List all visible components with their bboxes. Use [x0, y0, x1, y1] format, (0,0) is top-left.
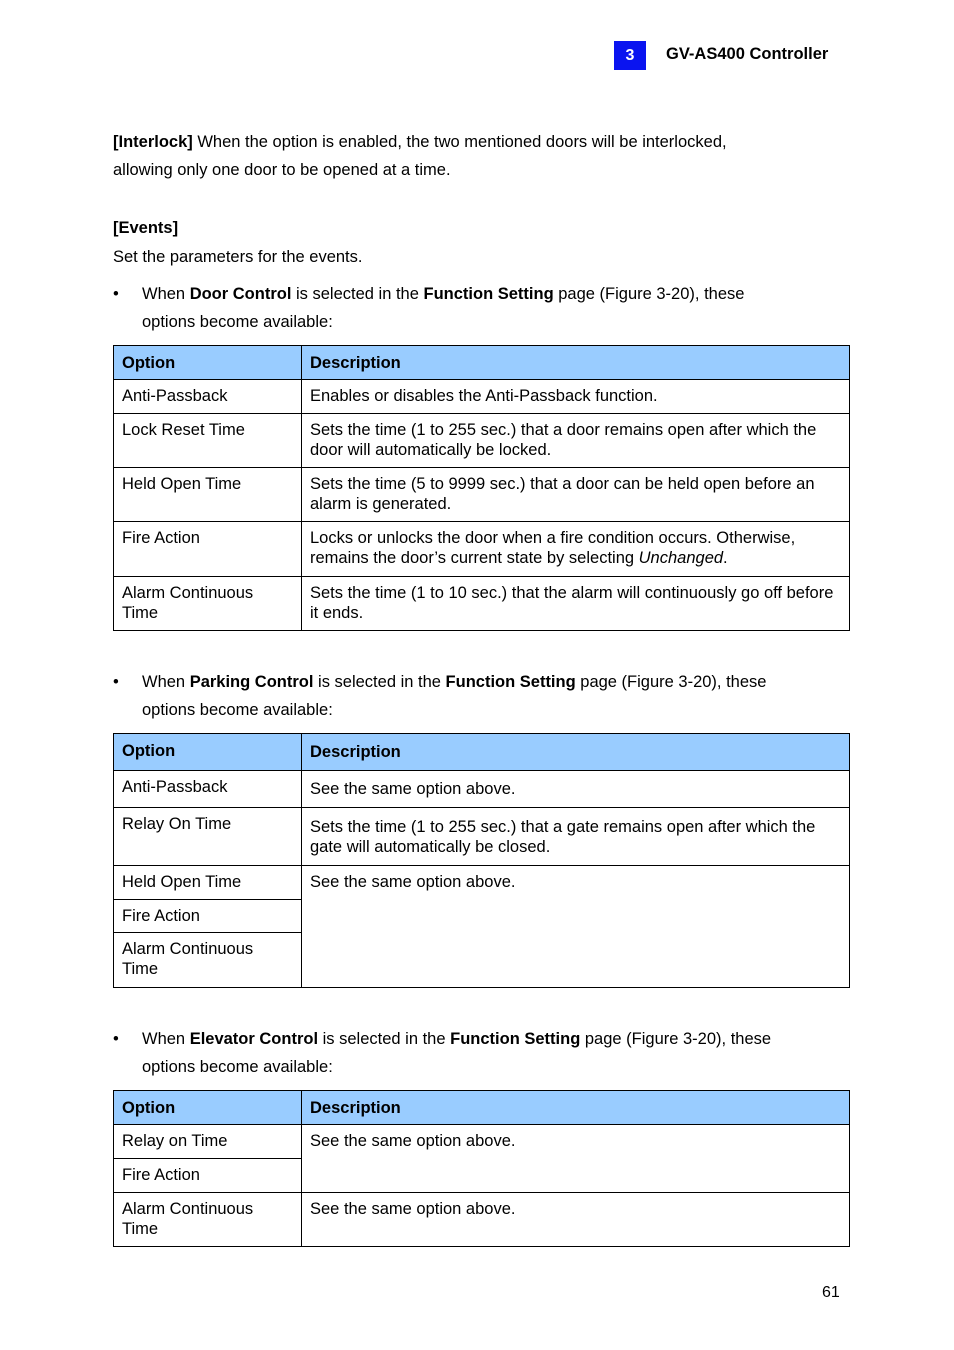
option-cell: Lock Reset Time	[114, 414, 302, 468]
option-cell: Fire Action	[114, 522, 302, 577]
option-cell: Anti-Passback	[114, 380, 302, 414]
table-row	[114, 771, 850, 808]
option-cell: Relay on Time	[114, 1125, 302, 1159]
bullet-icon: •	[113, 673, 119, 691]
description-text: .	[723, 549, 728, 567]
parking-control-bullet-text	[142, 668, 842, 724]
description-text: Locks or unlocks the door when a fire condition occurs. Otherwise, remains the door’s current state by selecting	[310, 529, 796, 567]
elevator-control-table	[113, 1090, 850, 1247]
bullet-text-line2: options become available:	[142, 313, 333, 331]
bullet-text-part: page (Figure 3-20), these	[580, 1030, 772, 1048]
option-header: Option	[114, 734, 302, 771]
table-row	[114, 380, 850, 414]
bullet-text-part: is selected in the	[318, 1030, 451, 1048]
bullet-icon: •	[113, 1030, 119, 1048]
bullet-text-part: page (Figure 3-20), these	[553, 285, 745, 303]
option-cell: Fire Action	[114, 900, 302, 933]
bullet-icon: •	[113, 285, 119, 303]
bullet-text-part: When	[142, 285, 190, 303]
door-control-bullet-text	[142, 280, 842, 336]
events-intro: Set the parameters for the events.	[113, 248, 363, 266]
option-header: Option	[114, 1091, 302, 1125]
table-row	[114, 468, 850, 522]
parking-control-table	[113, 733, 850, 988]
parking-control-term: Parking Control	[189, 673, 314, 691]
description-header: Description	[302, 346, 850, 380]
function-setting-term: Function Setting	[445, 673, 576, 691]
description-cell: See the same option above.	[302, 771, 850, 808]
option-cell: Relay On Time	[114, 808, 302, 866]
option-cell: Alarm Continuous Time	[114, 1193, 302, 1247]
description-cell: Enables or disables the Anti-Passback function.	[302, 380, 850, 414]
interlock-text-line1: When the option is enabled, the two mentioned doors will be interlocked,	[192, 133, 727, 151]
description-cell: Sets the time (1 to 10 sec.) that the alarm will continuously go off before it ends.	[302, 577, 850, 631]
elevator-control-term: Elevator Control	[189, 1030, 319, 1048]
interlock-paragraph	[113, 128, 853, 184]
unchanged-term: Unchanged	[638, 549, 724, 567]
events-heading: [Events]	[113, 219, 179, 237]
description-cell: See the same option above.	[302, 866, 850, 988]
bullet-text-part: is selected in the	[313, 673, 446, 691]
table-row	[114, 1125, 850, 1159]
function-setting-term: Function Setting	[450, 1030, 581, 1048]
bullet-text-part: When	[142, 1030, 190, 1048]
door-control-table	[113, 345, 850, 631]
elevator-control-bullet-text	[142, 1025, 842, 1081]
option-cell: Held Open Time	[114, 468, 302, 522]
description-cell	[302, 522, 850, 577]
option-cell: Alarm Continuous Time	[114, 933, 302, 988]
table-row	[114, 1193, 850, 1247]
description-header: Description	[302, 1091, 850, 1125]
option-cell: Held Open Time	[114, 866, 302, 900]
bullet-text-part: When	[142, 673, 190, 691]
interlock-label: [Interlock]	[113, 133, 193, 151]
bullet-text-line2: options become available:	[142, 1058, 333, 1076]
chapter-badge: 3	[614, 41, 646, 70]
function-setting-term: Function Setting	[423, 285, 554, 303]
table-row	[114, 866, 850, 900]
door-control-term: Door Control	[189, 285, 292, 303]
table-row	[114, 577, 850, 631]
table-row	[114, 808, 850, 866]
option-header: Option	[114, 346, 302, 380]
description-cell: See the same option above.	[302, 1125, 850, 1193]
table-row	[114, 522, 850, 577]
description-cell: Sets the time (5 to 9999 sec.) that a door can be held open before an alarm is generated.	[302, 468, 850, 522]
description-header: Description	[302, 734, 850, 771]
option-cell: Alarm Continuous Time	[114, 577, 302, 631]
description-cell: Sets the time (1 to 255 sec.) that a door remains open after which the door will automatically be locked.	[302, 414, 850, 468]
bullet-text-part: page (Figure 3-20), these	[575, 673, 767, 691]
table-row	[114, 414, 850, 468]
bullet-text-part: is selected in the	[291, 285, 424, 303]
interlock-text-line2: allowing only one door to be opened at a time.	[113, 161, 451, 179]
description-cell: Sets the time (1 to 255 sec.) that a gate remains open after which the gate will automatically be closed.	[302, 808, 850, 866]
description-cell: See the same option above.	[302, 1193, 850, 1247]
bullet-text-line2: options become available:	[142, 701, 333, 719]
page-number: 61	[822, 1284, 840, 1301]
option-cell: Anti-Passback	[114, 771, 302, 808]
option-cell: Fire Action	[114, 1159, 302, 1193]
header-title: GV-AS400 Controller	[666, 45, 829, 63]
